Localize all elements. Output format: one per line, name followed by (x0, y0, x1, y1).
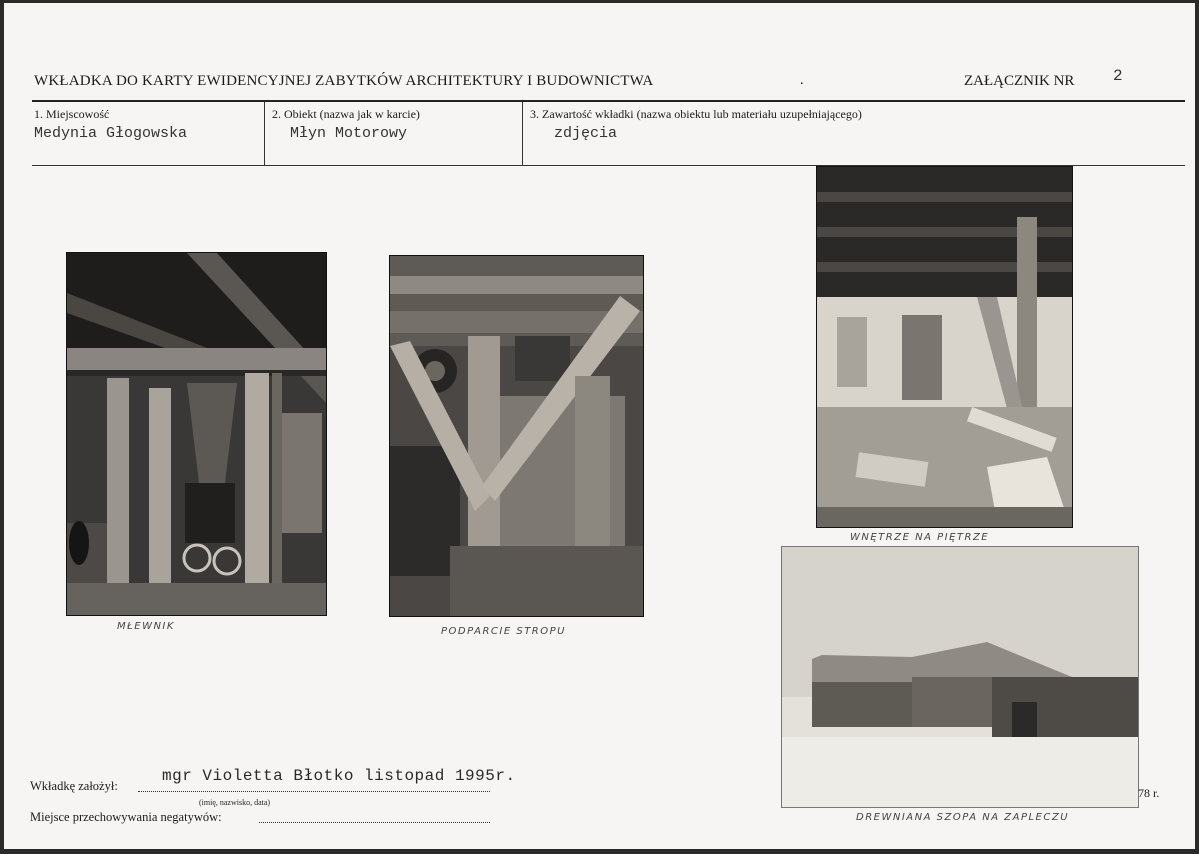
photo-caption: MŁEWNIK (117, 621, 175, 632)
author-label: Wkładkę założył: (30, 779, 118, 793)
author-value: mgr Violetta Błotko listopad 1995r. (162, 767, 516, 785)
photo-caption: DREWNIANA SZOPA NA ZAPLECZU (856, 812, 1070, 823)
author-note: (imię, nazwisko, data) (199, 798, 271, 807)
storage-dotted-line (259, 822, 490, 823)
field-label-content: 3. Zawartość wkładki (nazwa obiektu lub materiału uzupełniającego) (530, 107, 862, 121)
field-divider (264, 102, 265, 165)
appendix-label: ZAŁĄCZNIK NR (964, 73, 1075, 89)
field-value-content: zdjęcia (554, 125, 618, 142)
field-divider (522, 102, 523, 165)
wooden-shed-exterior-photo (781, 546, 1139, 808)
interior-mill-photo (66, 252, 327, 616)
form-title: WKŁADKA DO KARTY EWIDENCYJNEJ ZABYTKÓW ARCHITEKTURY I BUDOWNICTWA (34, 73, 654, 89)
document-sheet (4, 3, 1195, 849)
field-label-locality: 1. Miejscowość (34, 107, 110, 121)
registry-code: 78 r. (1138, 786, 1160, 800)
appendix-number: 2 (1113, 67, 1123, 85)
field-label-object: 2. Obiekt (nazwa jak w karcie) (272, 107, 420, 121)
photo-caption: WNĘTRZE NA PIĘTRZE (850, 532, 990, 543)
header-dot: . (800, 73, 804, 88)
storage-label: Miejsce przechowywania negatywów: (30, 810, 222, 824)
photo-caption: PODPARCIE STROPU (441, 626, 566, 637)
ceiling-support-photo (389, 255, 644, 617)
upper-floor-interior-photo (816, 166, 1073, 528)
field-value-locality: Medynia Głogowska (34, 125, 188, 142)
author-dotted-line (138, 791, 490, 792)
field-value-object: Młyn Motorowy (290, 125, 408, 142)
header-rule (32, 100, 1185, 102)
